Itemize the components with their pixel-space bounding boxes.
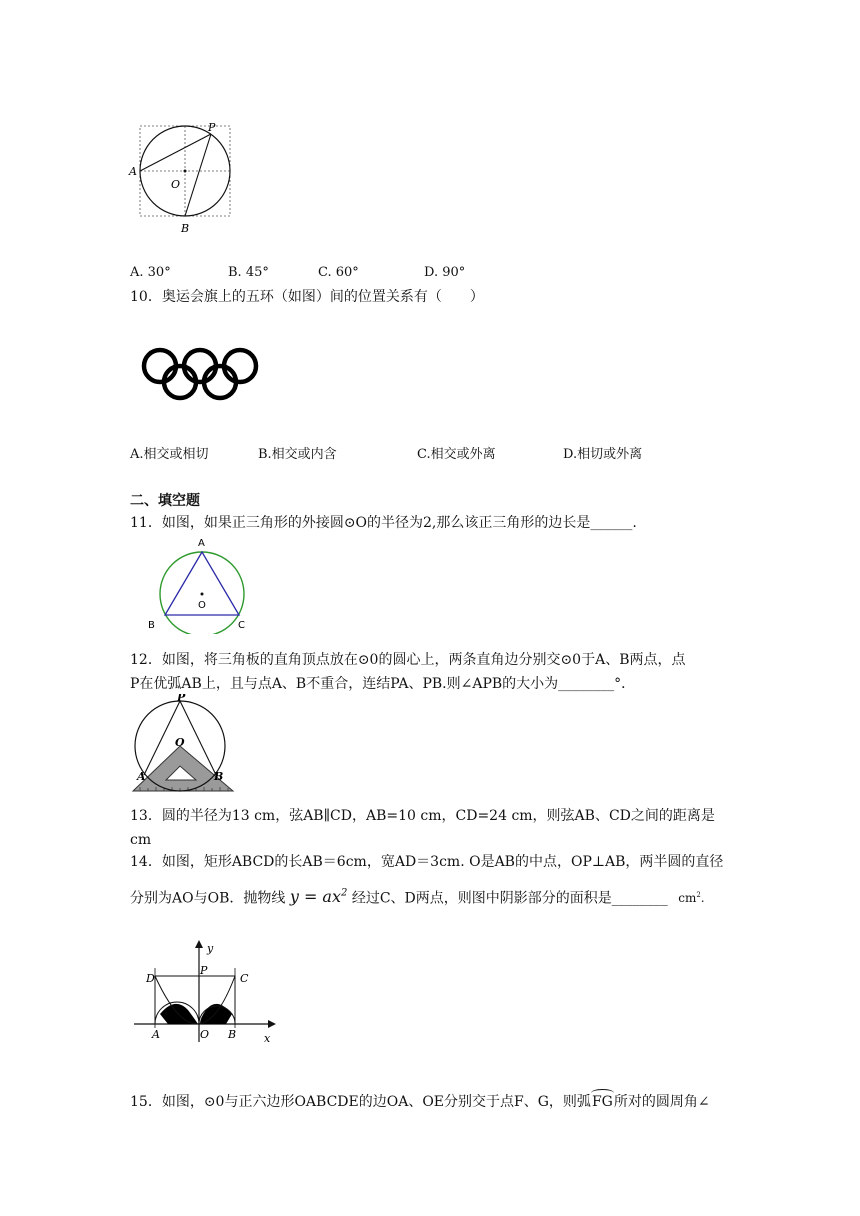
ring-top-1 [144, 350, 176, 382]
q13-line2: cm [130, 832, 152, 848]
q14-label-a: A [152, 1028, 160, 1041]
q14-x-arrow [268, 1020, 276, 1028]
q15-arc-label: FG [591, 1094, 613, 1110]
q14-formula [290, 887, 348, 906]
q10-option-a: A.相交或相切 [130, 447, 209, 462]
q12-figure [128, 694, 238, 798]
q10-option-b: B.相交或内含 [258, 447, 337, 462]
q9-label-b: B [181, 222, 190, 235]
q15-arc-mark [591, 1089, 614, 1097]
ring-top-3 [224, 350, 256, 382]
q12-label-a: A [137, 770, 146, 783]
q14-shaded-right [200, 1004, 232, 1024]
q14-label-o: O [200, 1028, 210, 1041]
q14-label-d: D [146, 972, 155, 985]
ring-bottom-1 [164, 366, 196, 398]
q9-center-dot [184, 170, 187, 173]
q11-label-b: B [148, 620, 155, 631]
q11-label-a: A [198, 538, 205, 549]
q9-option-c: C. 60° [318, 265, 359, 280]
q15-text-start: 15．如图，⊙0与正六边形OABCDE的边OA、OE分别交于点F、G，则弧 [130, 1094, 591, 1110]
q10-text: 10．奥运会旗上的五环（如图）间的位置关系有（ ） [130, 289, 484, 305]
q9-option-b: B. 45° [228, 265, 269, 280]
q14-unit [678, 891, 704, 905]
q11-label-c: C [238, 620, 245, 631]
q14-label-p: P [200, 964, 208, 977]
q9-label-o: O [171, 178, 181, 191]
q14-line2-end: 经过C、D两点，则图中阴影部分的面积是________ [351, 890, 668, 907]
q9-label-a: A [129, 165, 137, 178]
q10-option-c: C.相交或外离 [417, 447, 496, 462]
q14-formula-lhs: y = ax [289, 887, 341, 907]
q14-unit-tail: . [700, 891, 705, 906]
q9-option-a: A. 30° [130, 265, 171, 280]
q13-line1: 13．圆的半径为13 cm，弦AB∥CD，AB=10 cm，CD=24 cm，则弦AB、CD之间的距离是 [130, 808, 715, 824]
ring-bottom-2 [204, 366, 236, 398]
q14-label-b: B [228, 1028, 237, 1041]
q14-line2 [130, 884, 705, 908]
q15-arc [591, 1092, 614, 1112]
q11-label-o: O [198, 600, 206, 611]
q11-text: 11．如图，如果正三角形的外接圆⊙O的半径为2,那么该正三角形的边长是______. [130, 515, 637, 531]
q14-line1: 14．如图，矩形ABCD的长AB＝6cm，宽AD＝3cm. O是AB的中点，OP⊥AB，两半圆的直径 [130, 854, 724, 870]
q9-chord-ap [140, 134, 211, 171]
q14-unit-text: cm [678, 891, 697, 906]
q14-y-arrow [195, 940, 203, 948]
q14-label-y: y [207, 942, 214, 955]
q15-text [130, 1092, 710, 1112]
q10-olympic-rings [140, 346, 262, 406]
q9-label-p: P [208, 121, 216, 134]
q15-text-end: 所对的圆周角∠ [613, 1094, 710, 1110]
q14-line2-start: 分别为AO与OB．抛物线 [130, 890, 286, 907]
q11-center-dot [201, 593, 204, 596]
q10-option-d: D.相切或外离 [563, 447, 643, 462]
ring-top-2 [184, 350, 216, 382]
q9-chord-pb [185, 134, 211, 216]
q14-figure [130, 938, 280, 1048]
q14-shaded-left [160, 1004, 198, 1024]
q14-label-c: C [240, 972, 249, 985]
q9-figure [125, 118, 245, 240]
q14-unit-exponent: 2 [696, 891, 701, 900]
q14-formula-exponent: 2 [341, 888, 348, 899]
q12-label-b: B [214, 770, 224, 783]
q11-figure [144, 534, 256, 634]
section-title: 二、填空题 [130, 493, 200, 509]
q12-label-p: P [177, 694, 186, 704]
q12-label-o: O [175, 736, 185, 749]
q12-line1: 12．如图，将三角板的直角顶点放在⊙0的圆心上，两条直角边分别交⊙0于A、B两点，点 [130, 652, 686, 668]
q12-line2: P在优弧AB上，且与点A、B不重合，连结PA、PB.则∠APB的大小为________°． [130, 676, 636, 692]
q14-label-x: x [264, 1032, 271, 1045]
q9-option-d: D. 90° [424, 265, 466, 280]
